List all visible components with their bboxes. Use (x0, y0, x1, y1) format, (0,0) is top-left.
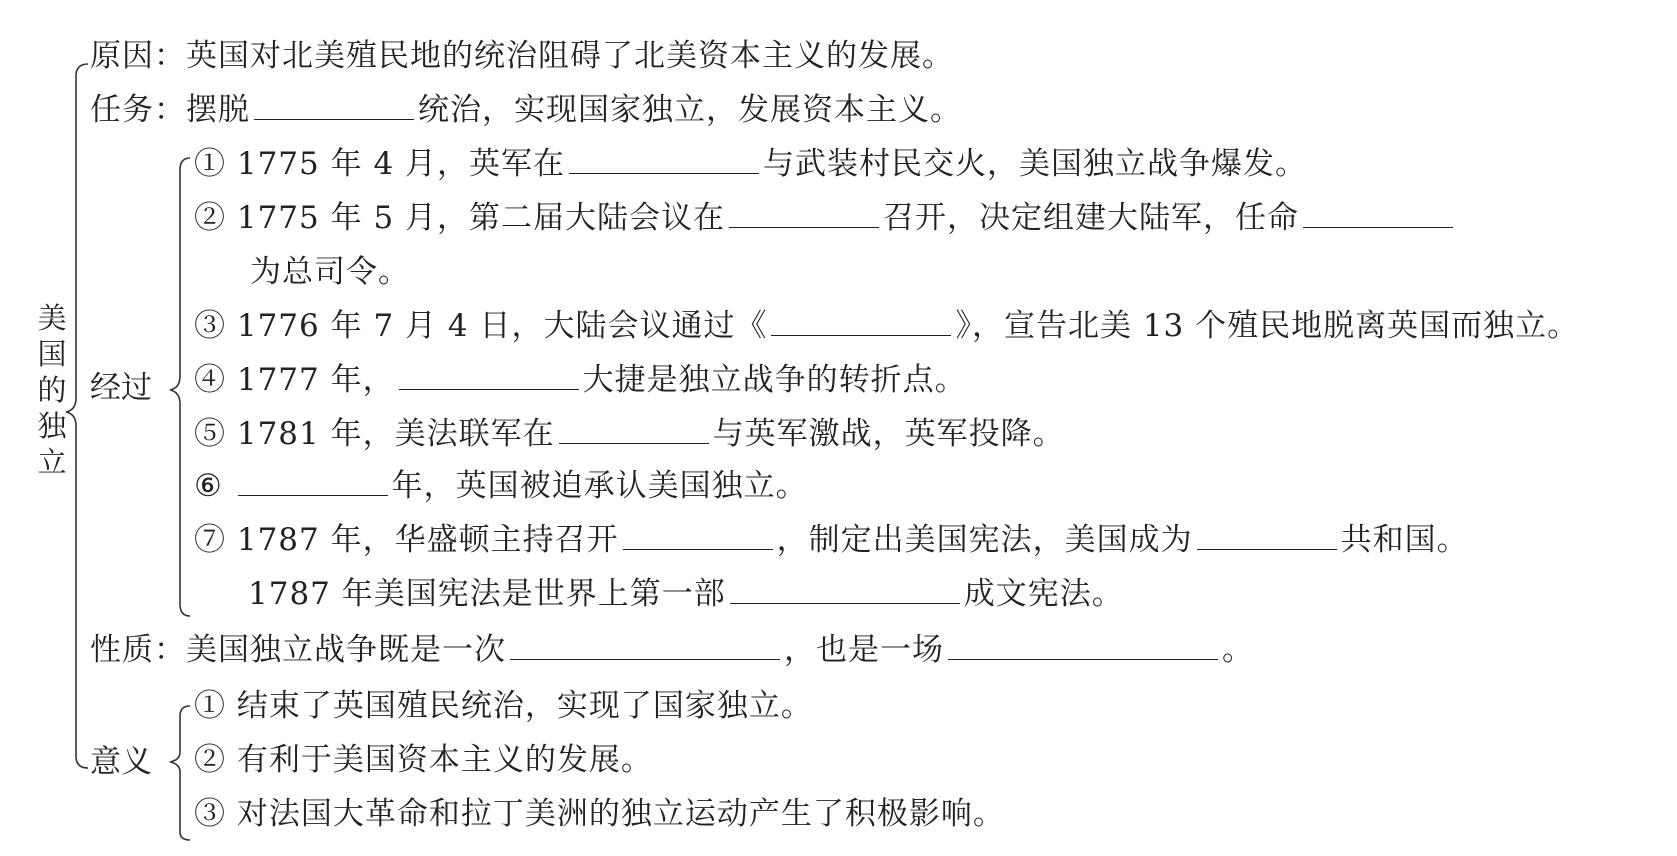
item-text: 有利于美国资本主义的发展。 (236, 742, 653, 778)
title-char: 美 (37, 301, 67, 335)
process-item-1 (194, 144, 1307, 184)
item-text-before: 1775 年 5 月，第二届大陆会议在 (236, 200, 726, 236)
process-brace (170, 158, 190, 616)
nature-text-before: 美国独立战争既是一次 (186, 632, 506, 668)
item-marker: ⑦ (194, 522, 226, 558)
answer-blank[interactable] (238, 467, 388, 496)
task-row (90, 90, 962, 130)
item-marker: ③ (194, 308, 226, 344)
process-item-2-cont (250, 252, 410, 292)
answer-blank[interactable] (729, 199, 879, 228)
item-text: 结束了英国殖民统治，实现了国家独立。 (236, 688, 813, 724)
process-item-5 (194, 414, 1065, 454)
answer-blank[interactable] (399, 361, 579, 390)
title-char: 国 (37, 337, 67, 371)
title-char: 独 (37, 409, 67, 443)
item-text-before: 1787 年美国宪法是世界上第一部 (248, 576, 726, 612)
item-text-after: 大捷是独立战争的转折点。 (582, 362, 967, 398)
outline-title (34, 300, 70, 480)
answer-blank[interactable] (1197, 521, 1337, 550)
answer-blank[interactable] (771, 307, 951, 336)
answer-blank[interactable] (623, 521, 773, 550)
cause-row (90, 36, 954, 76)
significance-label: 意义 (90, 744, 152, 780)
item-marker: ③ (194, 796, 226, 832)
answer-blank[interactable] (948, 631, 1218, 660)
cause-label: 原因： (90, 38, 186, 74)
process-item-2 (194, 198, 1457, 238)
item-text: 对法国大革命和拉丁美洲的独立运动产生了积极影响。 (236, 796, 1005, 832)
item-text-after: 年，英国被迫承认美国独立。 (391, 468, 808, 504)
nature-row (90, 630, 1254, 670)
item-text-before: 1776 年 7 月 4 日，大陆会议通过《 (236, 308, 768, 344)
item-text-after: 与武装村民交火，美国独立战争爆发。 (763, 146, 1308, 182)
item-text-middle: ，制定出美国宪法，美国成为 (776, 522, 1193, 558)
significance-item-1 (194, 686, 813, 726)
item-text-middle: 召开，决定组建大陆军，任命 (883, 200, 1300, 236)
item-text-before: 1775 年 4 月，英军在 (236, 146, 566, 182)
item-marker: ① (194, 688, 226, 724)
item-marker: ② (194, 742, 226, 778)
item-marker: ⑥ (194, 468, 223, 504)
process-item-3 (194, 306, 1579, 346)
item-text-before: 1781 年，美法联军在 (236, 416, 555, 452)
nature-text-middle: ，也是一场 (784, 632, 944, 668)
answer-blank[interactable] (510, 631, 780, 660)
item-marker: ② (194, 200, 226, 236)
significance-item-3 (194, 794, 1005, 834)
item-text-after: 共和国。 (1340, 522, 1469, 558)
process-label: 经过 (90, 370, 152, 406)
title-char: 立 (37, 445, 67, 479)
item-text-after: 》，宣告北美 13 个殖民地脱离英国而独立。 (955, 308, 1580, 344)
process-item-4 (194, 360, 967, 400)
process-item-7-cont (248, 574, 1124, 614)
answer-blank[interactable] (559, 415, 709, 444)
answer-blank[interactable] (1303, 199, 1453, 228)
task-label: 任务： (90, 92, 186, 128)
answer-blank[interactable] (569, 145, 759, 174)
nature-text-after: 。 (1222, 632, 1254, 668)
process-item-7 (194, 520, 1469, 560)
significance-item-2 (194, 740, 653, 780)
item-text-after: 成文宪法。 (963, 576, 1124, 612)
nature-label: 性质： (90, 632, 186, 668)
task-text-before: 摆脱 (186, 92, 250, 128)
process-item-6 (194, 466, 808, 506)
answer-blank[interactable] (730, 575, 960, 604)
item-marker: ① (194, 146, 226, 182)
item-text-after: 与英军激战，英军投降。 (712, 416, 1065, 452)
cause-text: 英国对北美殖民地的统治阻碍了北美资本主义的发展。 (186, 38, 954, 74)
task-text-after: 统治，实现国家独立，发展资本主义。 (418, 92, 962, 128)
item-marker: ④ (194, 362, 226, 398)
item-text-before: 1777 年， (236, 362, 395, 398)
item-text-before: 1787 年，华盛顿主持召开 (236, 522, 619, 558)
item-text-cont: 为总司令。 (250, 254, 410, 290)
title-char: 的 (37, 373, 67, 407)
item-marker: ⑤ (194, 416, 226, 452)
significance-brace (170, 706, 190, 840)
task-blank[interactable] (254, 91, 414, 120)
